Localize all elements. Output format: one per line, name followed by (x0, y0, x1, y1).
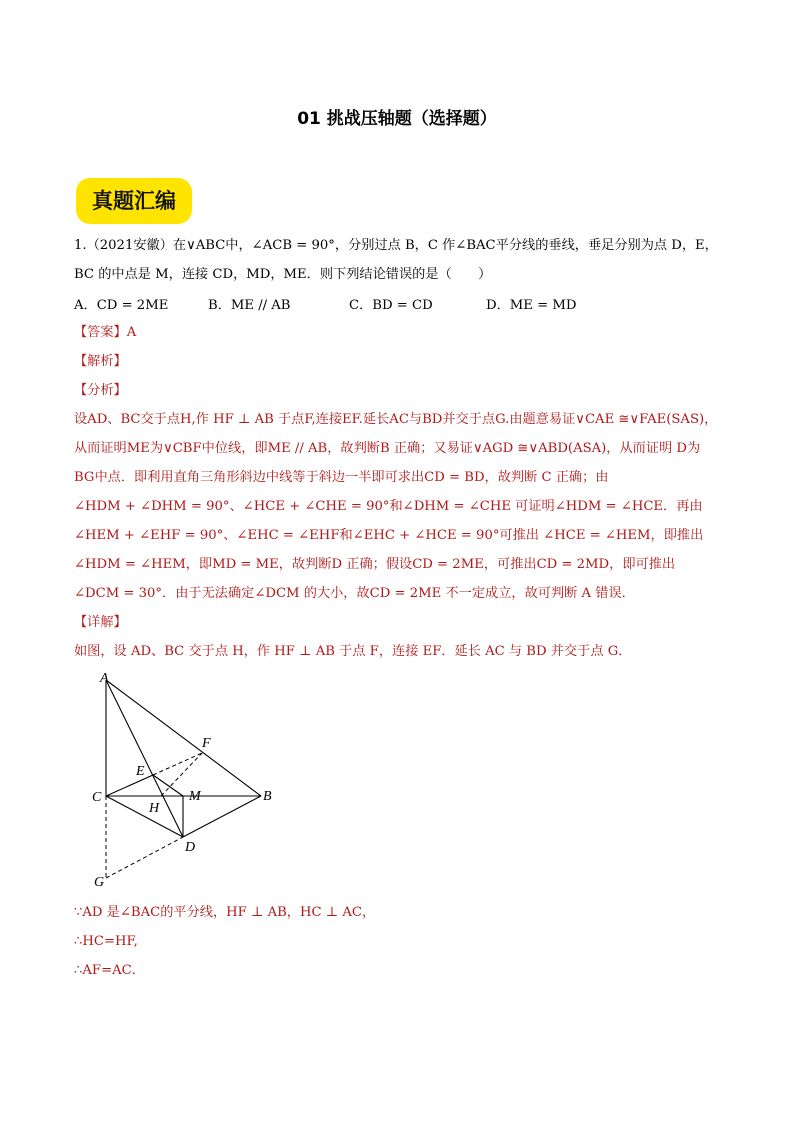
section-badge: 真题汇编 (76, 178, 192, 224)
analysis-line: ∠HEM + ∠EHF = 90°、∠EHC = ∠EHF和∠EHC + ∠HCE = 90°可推出 ∠HCE = ∠HEM，即推出 (74, 528, 704, 543)
proof-line: ∵AD 是∠BAC的平分线，HF ⊥ AB，HC ⊥ AC， (74, 905, 376, 920)
segment-ab (106, 680, 261, 796)
proof-line: ∴AF=AC． (74, 963, 145, 978)
analysis-line: 设AD、BC交于点H,作 HF ⊥ AB 于点F,连接EF.延长AC与BD并交于点G.由题意易证∨CAE ≅∨FAE(SAS)， (74, 412, 718, 427)
analysis-line: BG中点．即利用直角三角形斜边中线等于斜边一半即可求出CD = BD，故判断 C 正确；由 (74, 470, 609, 485)
analysis-line: ∠DCM = 30°．由于无法确定∠DCM 的大小，故CD = 2ME 不一定成立，故可判断 A 错误． (74, 586, 635, 601)
analysis-line: ∠HDM + ∠DHM = 90°、∠HCE + ∠CHE = 90°和∠DHM = ∠CHE 可证明∠HDM = ∠HCE．再由 (74, 499, 703, 514)
analysis-label: 【解析】 (74, 354, 127, 369)
label-a: A (100, 671, 109, 686)
option-c: C．BD = CD (349, 298, 433, 313)
option-b: B．ME // AB (208, 298, 291, 313)
option-d: D．ME = MD (486, 298, 577, 313)
label-f: F (202, 736, 211, 751)
geometry-figure (86, 670, 286, 895)
segment-ad (106, 680, 183, 837)
proof-line: ∴HC=HF, (74, 934, 138, 949)
analysis-line: 从而证明ME为∨CBF中位线，即ME // AB，故判断B 正确；又易证∨AGD ≅∨ABD(ASA)，从而证明 D为 (74, 441, 701, 456)
options-row (74, 294, 634, 312)
label-h: H (149, 801, 160, 816)
label-e: E (136, 764, 145, 779)
analysis-line: ∠HDM = ∠HEM，即MD = ME，故判断D 正确；假设CD = 2ME，可推出CD = 2MD，即可推出 (74, 557, 676, 572)
page-title: 01 挑战压轴题（选择题） (297, 109, 497, 129)
segment-ef-dashed (153, 753, 202, 775)
label-d: D (185, 840, 196, 855)
label-b: B (263, 789, 272, 804)
question-line-1: 1.（2021安徽）在∨ABC中，∠ACB = 90°，分别过点 B，C 作∠BAC平分线的垂线，垂足分别为点 D，E， (74, 238, 718, 253)
detail-intro: 如图，设 AD、BC 交于点 H，作 HF ⊥ AB 于点 F，连接 EF．延长 AC 与 BD 并交于点 G． (74, 644, 632, 659)
question-line-2: BC 的中点是 M，连接 CD，MD，ME．则下列结论错误的是（ ） (74, 267, 492, 282)
label-g: G (94, 875, 105, 890)
label-c: C (92, 790, 102, 805)
option-a: A．CD = 2ME (74, 298, 169, 313)
label-m: M (189, 789, 201, 804)
answer-label: 【答案】A (74, 325, 137, 340)
segment-ce (106, 775, 153, 796)
segment-cd (106, 796, 183, 837)
fenxi-label: 【分析】 (74, 383, 127, 398)
segment-gd-dashed (106, 837, 183, 878)
detail-label: 【详解】 (74, 615, 127, 630)
